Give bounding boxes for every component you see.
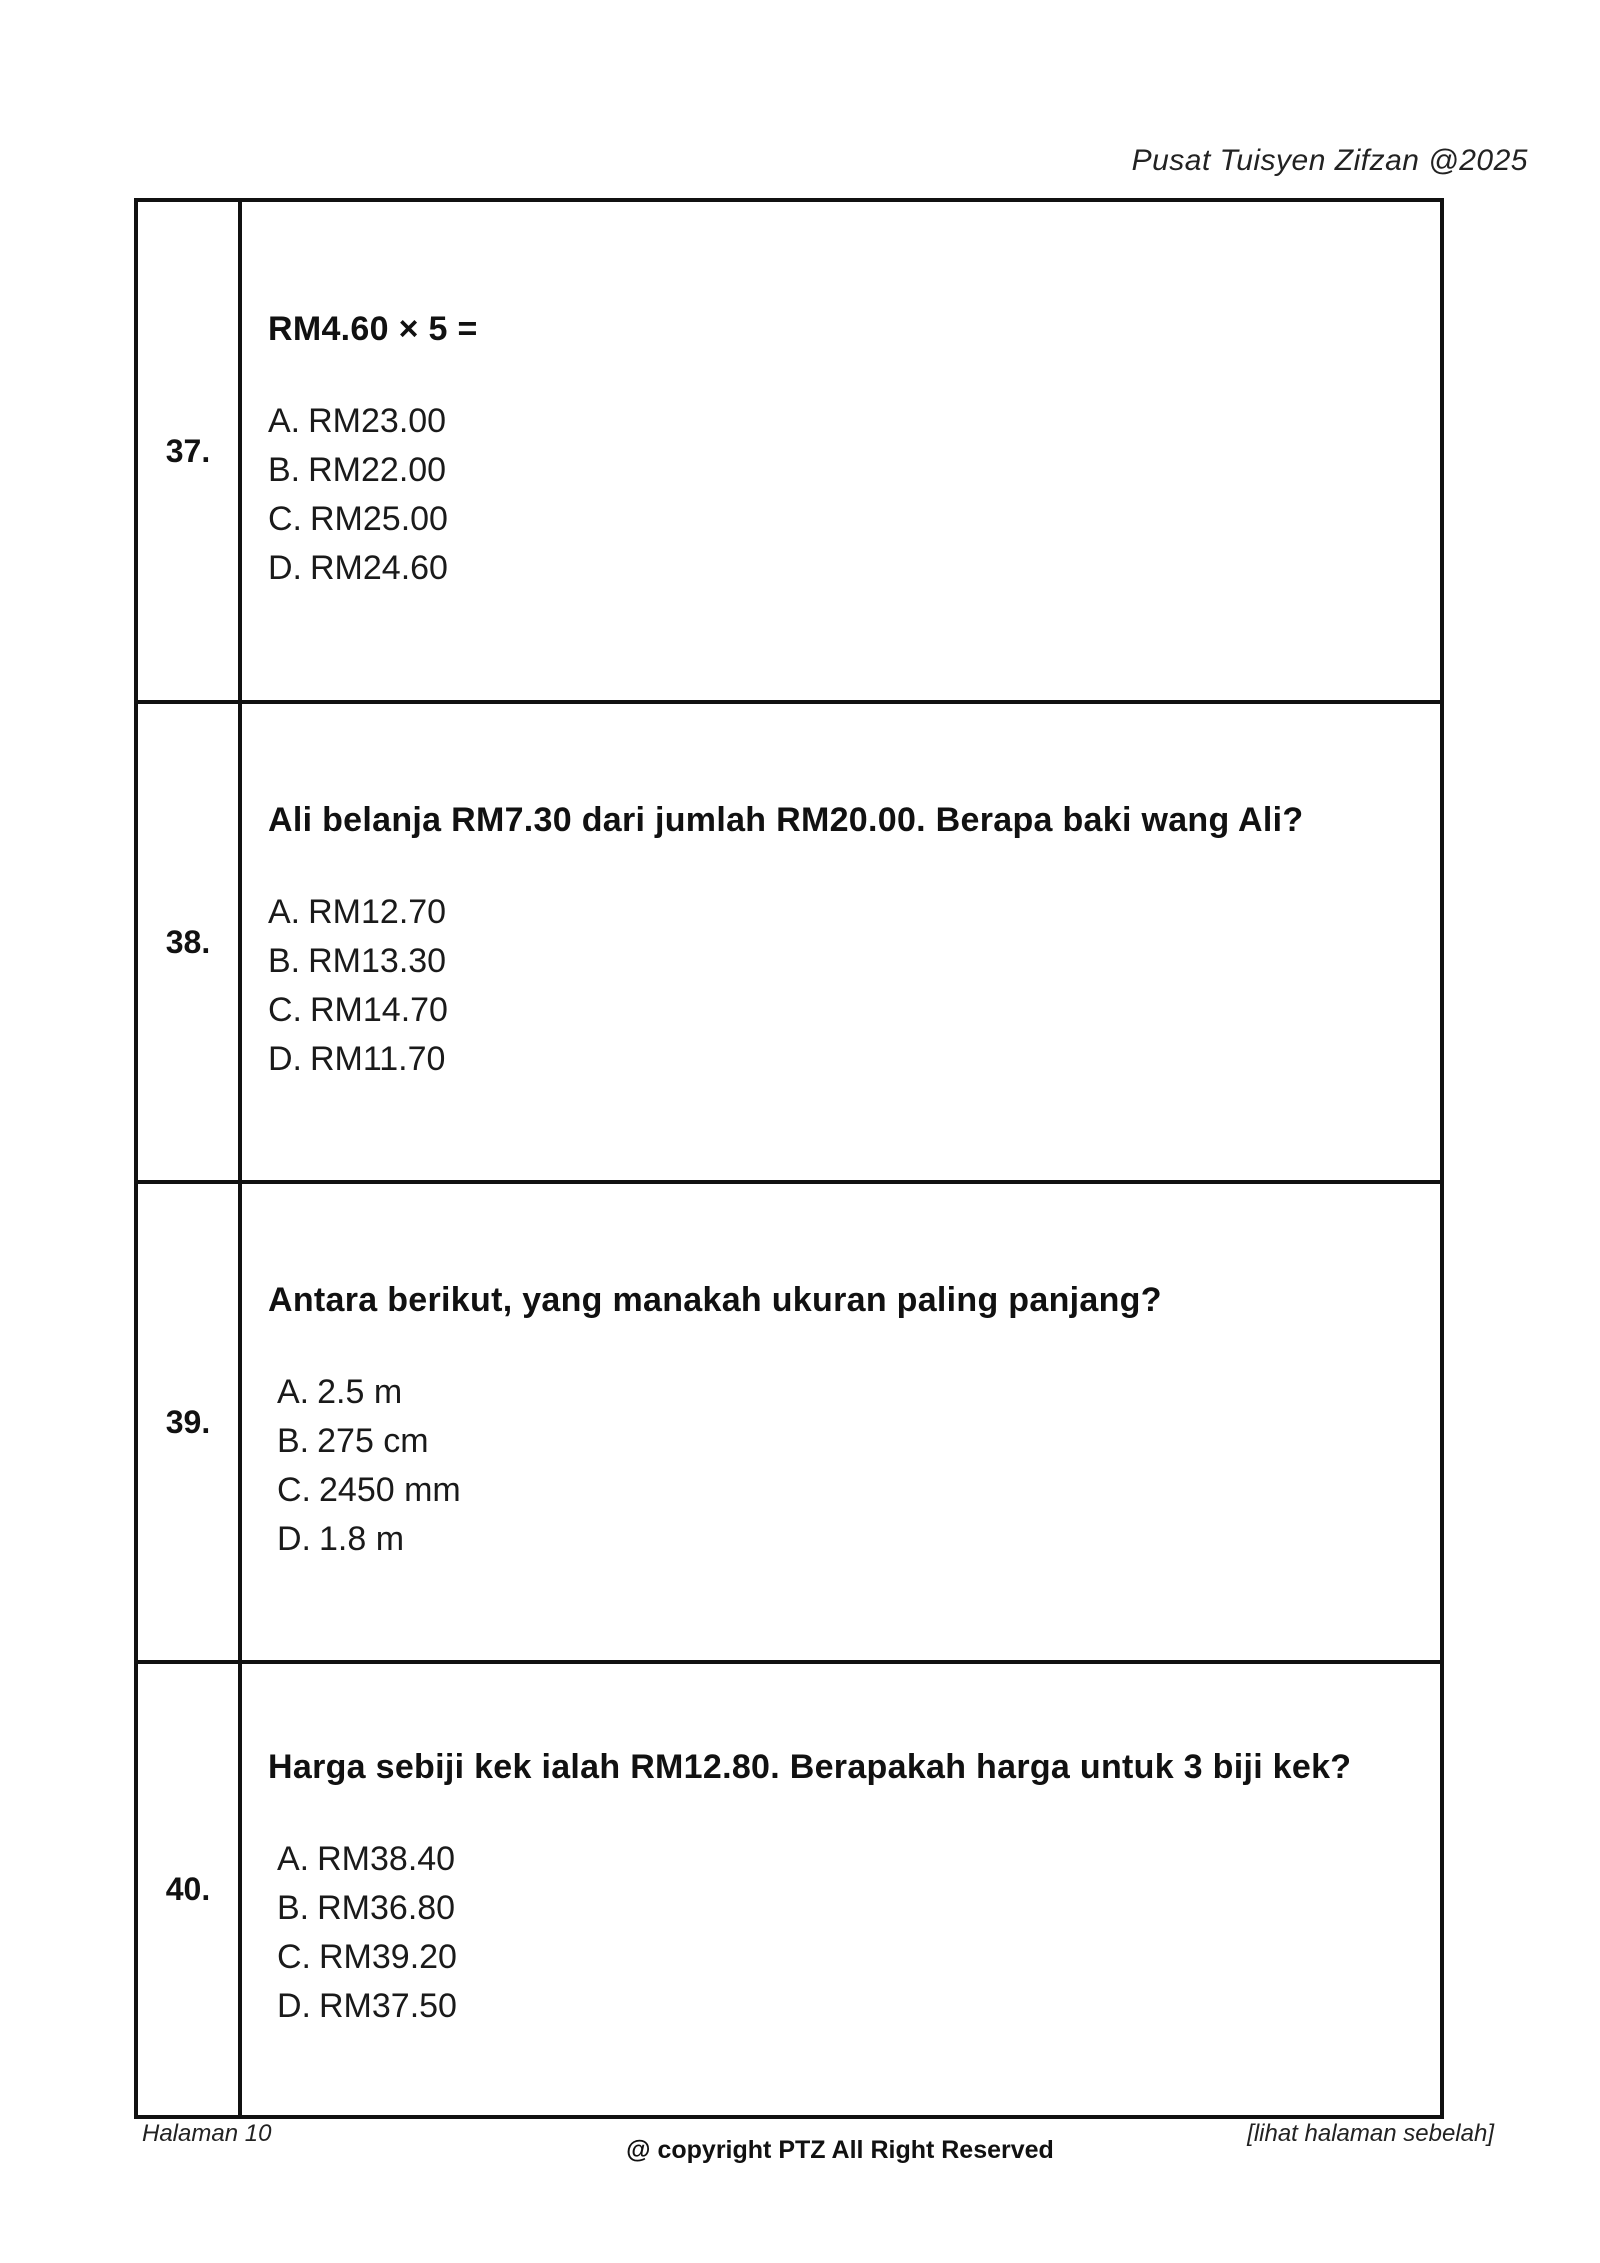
options-list — [268, 397, 1440, 593]
option-a — [268, 397, 1440, 446]
question-row-39 — [136, 1182, 1442, 1662]
options-list — [268, 888, 1440, 1084]
page-number-label: Halaman 10 — [142, 2120, 272, 2147]
question-content — [240, 200, 1442, 702]
options-list — [268, 1835, 1440, 2031]
option-c — [277, 1933, 1440, 1982]
option-value: 275 cm — [317, 1421, 429, 1460]
option-d — [268, 544, 1440, 593]
option-d — [268, 1035, 1440, 1084]
option-a — [277, 1368, 1440, 1417]
option-a — [277, 1835, 1440, 1884]
question-content — [240, 1662, 1442, 2117]
option-value: RM24.60 — [310, 548, 448, 587]
option-b — [268, 937, 1440, 986]
option-value: RM12.70 — [308, 892, 447, 931]
question-number: 40. — [136, 1662, 240, 2117]
option-b — [277, 1417, 1440, 1466]
option-letter: C. — [277, 1470, 311, 1509]
question-content — [240, 1182, 1442, 1662]
question-number: 37. — [136, 200, 240, 702]
question-row-37 — [136, 200, 1442, 702]
option-letter: D. — [277, 1519, 311, 1558]
option-letter: C. — [277, 1938, 311, 1976]
question-text: RM4.60 × 5 = — [268, 309, 478, 348]
option-letter: D. — [268, 1039, 302, 1078]
option-letter: B. — [268, 941, 301, 980]
option-letter: A. — [268, 892, 301, 931]
option-b — [268, 446, 1440, 495]
question-number: 38. — [136, 702, 240, 1182]
question-content — [240, 702, 1442, 1182]
option-c — [268, 986, 1440, 1035]
option-c — [268, 495, 1440, 544]
options-list — [268, 1368, 1440, 1564]
next-page-note: [lihat halaman sebelah] — [1247, 2120, 1494, 2147]
option-letter: A. — [268, 401, 301, 440]
question-row-38 — [136, 702, 1442, 1182]
option-value: 1.8 m — [319, 1519, 405, 1558]
question-row-40 — [136, 1662, 1442, 2117]
option-value: RM23.00 — [308, 401, 447, 440]
question-text: Harga sebiji kek ialah RM12.80. Berapakah harga untuk 3 biji kek? — [268, 1748, 1352, 1786]
option-value: RM13.30 — [308, 941, 447, 980]
option-a — [268, 888, 1440, 937]
option-value: RM11.70 — [310, 1039, 446, 1078]
option-value: RM25.00 — [310, 499, 448, 538]
option-value: RM36.80 — [317, 1889, 456, 1927]
option-value: 2.5 m — [317, 1372, 403, 1411]
option-value: 2450 mm — [319, 1470, 461, 1509]
option-d — [277, 1515, 1440, 1564]
option-letter: D. — [277, 1987, 311, 2025]
header-brand: Pusat Tuisyen Zifzan @2025 — [1131, 144, 1528, 177]
option-value: RM37.50 — [319, 1987, 457, 2025]
option-letter: B. — [268, 450, 301, 489]
option-value: RM38.40 — [317, 1840, 456, 1878]
option-letter: C. — [268, 499, 302, 538]
option-value: RM22.00 — [308, 450, 447, 489]
option-letter: A. — [277, 1840, 310, 1878]
option-letter: C. — [268, 990, 302, 1029]
option-letter: B. — [277, 1889, 310, 1927]
option-value: RM39.20 — [319, 1938, 457, 1976]
question-text: Ali belanja RM7.30 dari jumlah RM20.00. Berapa baki wang Ali? — [268, 800, 1304, 839]
question-text: Antara berikut, yang manakah ukuran paling panjang? — [268, 1280, 1162, 1319]
option-letter: B. — [277, 1421, 310, 1460]
copyright-notice: @ copyright PTZ All Right Reserved — [626, 2136, 1054, 2164]
option-d — [277, 1982, 1440, 2031]
option-b — [277, 1884, 1440, 1933]
option-c — [277, 1466, 1440, 1515]
option-letter: D. — [268, 548, 302, 587]
questions-table — [134, 198, 1444, 2119]
option-value: RM14.70 — [310, 990, 448, 1029]
question-number: 39. — [136, 1182, 240, 1662]
option-letter: A. — [277, 1372, 310, 1411]
